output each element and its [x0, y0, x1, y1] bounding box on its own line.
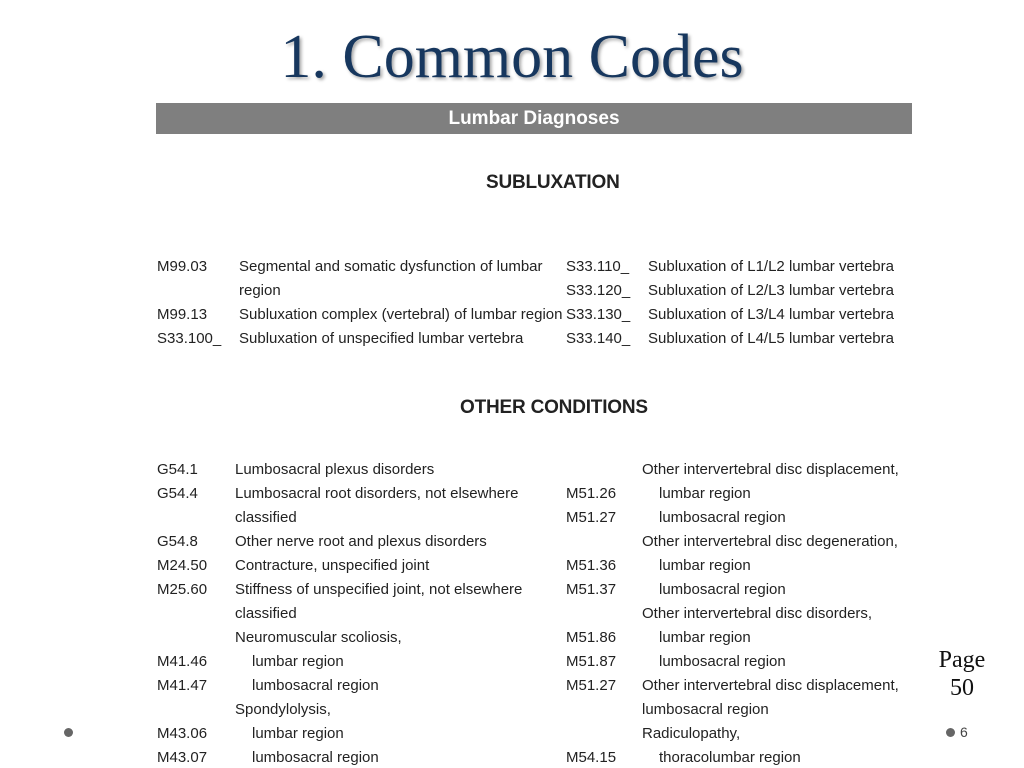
slide-title: 1. Common Codes — [280, 23, 744, 91]
diagnosis-description: Stiffness of unspecified joint, not elsewhere — [235, 581, 523, 598]
code-row — [157, 723, 557, 747]
diagnosis-code: G54.1 — [157, 461, 198, 478]
diagnosis-code: M51.87 — [566, 653, 617, 670]
code-row — [157, 507, 557, 531]
subluxation-left-column — [157, 256, 563, 352]
diagnosis-description: Other intervertebral disc degeneration, — [642, 533, 898, 550]
diagnosis-description: lumbosacral region — [642, 701, 769, 718]
code-row — [157, 531, 557, 555]
footer-dot-right — [946, 728, 955, 737]
diagnosis-code: M99.03 — [157, 258, 208, 275]
code-row — [157, 256, 557, 280]
other-conditions-heading: OTHER CONDITIONS — [460, 397, 648, 418]
diagnosis-description: Other intervertebral disc displacement, — [642, 677, 899, 694]
diagnosis-code: M41.47 — [157, 677, 208, 694]
code-row — [157, 304, 563, 328]
other-conditions-right-column — [566, 459, 899, 768]
diagnosis-description: lumbosacral region — [659, 653, 786, 670]
code-row — [566, 651, 896, 675]
code-row — [566, 459, 899, 483]
diagnosis-description: Subluxation of L1/L2 lumbar vertebra — [648, 258, 894, 275]
diagnosis-description: Other nerve root and plexus disorders — [235, 533, 487, 550]
code-row — [157, 627, 557, 651]
code-row — [157, 747, 557, 768]
diagnosis-code: G54.4 — [157, 485, 198, 502]
diagnosis-description: lumbosacral region — [659, 509, 786, 526]
page-label-number: 50 — [950, 675, 974, 701]
code-row — [566, 579, 896, 603]
page-label-word: Page — [938, 647, 986, 673]
diagnosis-description: classified — [235, 509, 297, 526]
diagnosis-description: Subluxation complex (vertebral) of lumbar region — [239, 306, 563, 323]
diagnosis-code: S33.120_ — [566, 282, 631, 299]
code-row — [566, 483, 896, 507]
diagnosis-description: lumbar region — [252, 653, 344, 670]
diagnosis-code: S33.110_ — [566, 258, 630, 275]
diagnosis-code: M51.26 — [566, 485, 617, 502]
diagnosis-description: lumbosacral region — [252, 749, 379, 766]
diagnosis-description: Subluxation of L2/L3 lumbar vertebra — [648, 282, 894, 299]
subluxation-heading: SUBLUXATION — [486, 172, 620, 193]
code-row — [157, 328, 557, 352]
diagnosis-code: S33.140_ — [566, 330, 631, 347]
diagnosis-description: thoracolumbar region — [659, 749, 801, 766]
section-header-bar: Lumbar Diagnoses — [156, 103, 912, 134]
diagnosis-code: M43.07 — [157, 749, 208, 766]
code-row — [157, 280, 557, 304]
footer-dot-left — [64, 728, 73, 737]
diagnosis-description: lumbar region — [659, 485, 751, 502]
other-conditions-left-column — [157, 459, 557, 768]
diagnosis-description: Subluxation of unspecified lumbar vertebra — [239, 330, 524, 347]
code-row — [157, 555, 557, 579]
diagnosis-description: lumbosacral region — [252, 677, 379, 694]
diagnosis-code: M51.37 — [566, 581, 617, 598]
diagnosis-description: classified — [235, 605, 297, 622]
diagnosis-code: M41.46 — [157, 653, 208, 670]
diagnosis-description: Other intervertebral disc disorders, — [642, 605, 873, 622]
code-row — [566, 723, 896, 747]
diagnosis-description: Contracture, unspecified joint — [235, 557, 430, 574]
code-row — [157, 603, 557, 627]
code-row — [157, 483, 557, 507]
diagnosis-description: Radiculopathy, — [642, 725, 741, 742]
page-label — [930, 646, 994, 702]
diagnosis-description: lumbar region — [252, 725, 344, 742]
code-row — [566, 675, 899, 699]
diagnosis-code: M43.06 — [157, 725, 208, 742]
code-row — [157, 651, 557, 675]
code-row — [566, 699, 896, 723]
diagnosis-description: lumbar region — [659, 557, 751, 574]
diagnosis-description: Subluxation of L3/L4 lumbar vertebra — [648, 306, 894, 323]
code-row — [157, 699, 557, 723]
code-row — [566, 507, 896, 531]
code-row — [157, 675, 557, 699]
code-row — [566, 603, 896, 627]
diagnosis-description: Lumbosacral plexus disorders — [235, 461, 435, 478]
code-row — [566, 627, 896, 651]
slide-number: 6 — [960, 724, 968, 740]
subluxation-right-column — [566, 256, 896, 352]
diagnosis-description: Segmental and somatic dysfunction of lumbar — [239, 258, 543, 275]
code-row — [566, 304, 896, 328]
diagnosis-code: S33.130_ — [566, 306, 631, 323]
diagnosis-code: M99.13 — [157, 306, 208, 323]
diagnosis-description: Spondylolysis, — [235, 701, 331, 718]
code-row — [566, 531, 896, 555]
code-row — [566, 747, 896, 768]
diagnosis-description: lumbar region — [659, 629, 751, 646]
code-row — [566, 280, 896, 304]
diagnosis-description: Lumbosacral root disorders, not elsewhere — [235, 485, 519, 502]
diagnosis-description: lumbosacral region — [659, 581, 786, 598]
code-row — [157, 459, 557, 483]
diagnosis-code: S33.100_ — [157, 330, 222, 347]
code-row — [566, 256, 896, 280]
code-row — [566, 328, 896, 352]
diagnosis-code: M24.50 — [157, 557, 208, 574]
diagnosis-code: M51.27 — [566, 509, 617, 526]
diagnosis-description: Neuromuscular scoliosis, — [235, 629, 402, 646]
diagnosis-code: M51.27 — [566, 677, 617, 694]
diagnosis-description: Other intervertebral disc displacement, — [642, 461, 899, 478]
diagnosis-code: M54.15 — [566, 749, 617, 766]
diagnosis-code: G54.8 — [157, 533, 198, 550]
diagnosis-code: M25.60 — [157, 581, 208, 598]
code-row — [566, 555, 896, 579]
diagnosis-description: Subluxation of L4/L5 lumbar vertebra — [648, 330, 894, 347]
diagnosis-code: M51.36 — [566, 557, 617, 574]
diagnosis-description: region — [239, 282, 281, 299]
code-row — [157, 579, 557, 603]
diagnosis-code: M51.86 — [566, 629, 617, 646]
